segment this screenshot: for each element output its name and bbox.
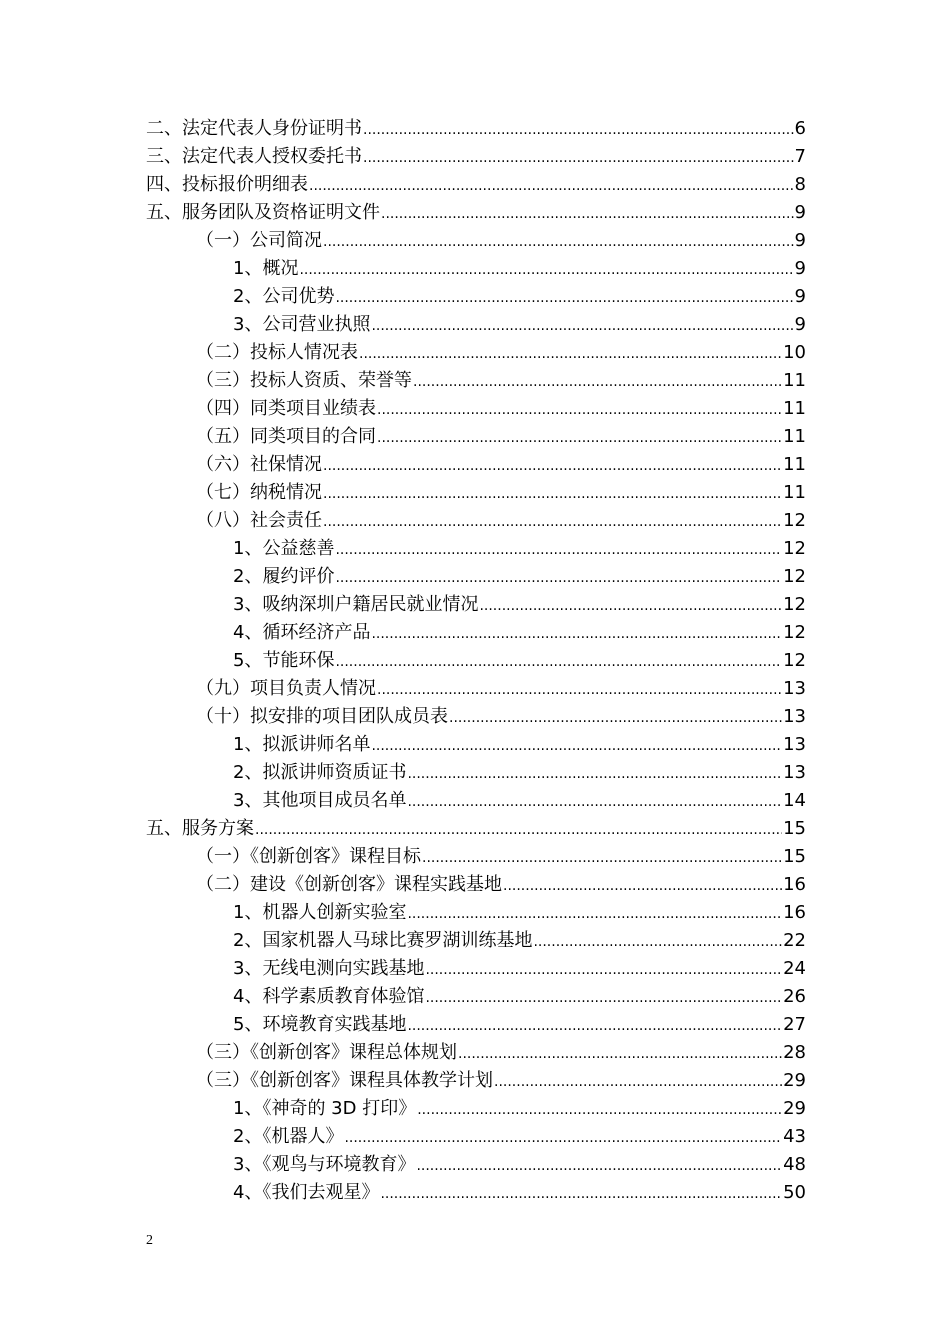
toc-dot-leader xyxy=(407,760,782,788)
toc-entry-title: 3、其他项目成员名单 xyxy=(233,790,407,811)
toc-dot-leader xyxy=(323,508,782,536)
toc-entry[interactable] xyxy=(233,1123,806,1151)
toc-dot-leader xyxy=(371,312,793,340)
toc-entry-page: 27 xyxy=(783,1014,806,1035)
toc-entry-page: 12 xyxy=(783,538,806,559)
toc-dot-leader xyxy=(381,200,794,228)
toc-entry-title: 五、服务团队及资格证明文件 xyxy=(146,202,380,223)
toc-entry-title: 2、国家机器人马球比赛罗湖训练基地 xyxy=(233,930,533,951)
toc-dot-leader xyxy=(380,1180,782,1208)
toc-entry-page: 9 xyxy=(794,258,806,279)
toc-entry[interactable] xyxy=(233,311,806,339)
toc-entry[interactable] xyxy=(233,899,806,927)
toc-entry[interactable] xyxy=(233,759,806,787)
toc-dot-leader xyxy=(422,844,782,872)
toc-entry-page: 11 xyxy=(783,398,806,419)
toc-entry-title: 4、《我们去观星》 xyxy=(233,1182,380,1203)
toc-entry[interactable] xyxy=(196,1067,806,1095)
toc-entry-page: 11 xyxy=(783,370,806,391)
toc-entry-page: 13 xyxy=(783,706,806,727)
toc-entry-title: 三、法定代表人授权委托书 xyxy=(146,146,362,167)
toc-entry-title: 5、节能环保 xyxy=(233,650,335,671)
toc-dot-leader xyxy=(335,564,782,592)
toc-entry[interactable] xyxy=(146,115,806,143)
toc-entry[interactable] xyxy=(196,843,806,871)
toc-entry[interactable] xyxy=(196,871,806,899)
toc-entry[interactable] xyxy=(233,283,806,311)
toc-entry-page: 22 xyxy=(783,930,806,951)
toc-entry-title: （十）拟安排的项目团队成员表 xyxy=(196,706,448,727)
toc-dot-leader xyxy=(323,480,782,508)
toc-entry-page: 12 xyxy=(783,622,806,643)
toc-entry[interactable] xyxy=(196,451,806,479)
toc-entry-title: 2、《机器人》 xyxy=(233,1126,344,1147)
toc-entry[interactable] xyxy=(233,787,806,815)
toc-dot-leader xyxy=(449,704,782,732)
toc-entry[interactable] xyxy=(196,423,806,451)
toc-entry[interactable] xyxy=(233,1151,806,1179)
toc-entry-title: （三）《创新创客》课程具体教学计划 xyxy=(196,1070,493,1091)
toc-dot-leader xyxy=(309,172,794,200)
toc-entry-page: 6 xyxy=(794,118,806,139)
toc-dot-leader xyxy=(299,256,793,284)
toc-dot-leader xyxy=(458,1040,782,1068)
toc-dot-leader xyxy=(533,928,782,956)
toc-dot-leader xyxy=(363,144,794,172)
toc-entry[interactable] xyxy=(196,395,806,423)
toc-entry-title: 3、公司营业执照 xyxy=(233,314,371,335)
toc-entry-title: 1、拟派讲师名单 xyxy=(233,734,371,755)
toc-entry[interactable] xyxy=(196,367,806,395)
toc-dot-leader xyxy=(407,1012,782,1040)
toc-dot-leader xyxy=(377,424,782,452)
toc-entry[interactable] xyxy=(146,171,806,199)
toc-entry[interactable] xyxy=(233,927,806,955)
toc-entry-page: 8 xyxy=(794,174,806,195)
toc-entry-title: 1、公益慈善 xyxy=(233,538,335,559)
toc-entry-page: 50 xyxy=(783,1182,806,1203)
toc-entry-page: 13 xyxy=(783,678,806,699)
toc-entry-title: （二）建设《创新创客》课程实践基地 xyxy=(196,874,502,895)
toc-entry-page: 11 xyxy=(783,454,806,475)
toc-entry-title: 2、拟派讲师资质证书 xyxy=(233,762,407,783)
page-number: 2 xyxy=(146,1233,153,1248)
toc-entry[interactable] xyxy=(146,815,806,843)
toc-dot-leader xyxy=(359,340,782,368)
toc-entry-page: 15 xyxy=(783,846,806,867)
toc-entry[interactable] xyxy=(146,199,806,227)
toc-entry[interactable] xyxy=(233,983,806,1011)
toc-dot-leader xyxy=(335,648,782,676)
toc-entry-page: 16 xyxy=(783,902,806,923)
toc-entry-page: 13 xyxy=(783,734,806,755)
toc-dot-leader xyxy=(323,228,794,256)
toc-entry-page: 29 xyxy=(783,1098,806,1119)
toc-entry-page: 24 xyxy=(783,958,806,979)
toc-entry-title: 3、无线电测向实践基地 xyxy=(233,958,425,979)
toc-entry-page: 10 xyxy=(783,342,806,363)
toc-entry-title: （五）同类项目的合同 xyxy=(196,426,376,447)
toc-entry-page: 15 xyxy=(783,818,806,839)
toc-entry-title: （七）纳税情况 xyxy=(196,482,322,503)
toc-entry-page: 13 xyxy=(783,762,806,783)
toc-entry-page: 28 xyxy=(783,1042,806,1063)
toc-entry[interactable] xyxy=(233,1179,806,1207)
toc-dot-leader xyxy=(503,872,782,900)
toc-entry-title: 二、法定代表人身份证明书 xyxy=(146,118,362,139)
toc-entry-title: （三）《创新创客》课程总体规划 xyxy=(196,1042,457,1063)
toc-entry[interactable] xyxy=(233,255,806,283)
toc-entry[interactable] xyxy=(146,143,806,171)
toc-dot-leader xyxy=(371,620,782,648)
toc-entry-title: 4、科学素质教育体验馆 xyxy=(233,986,425,1007)
toc-entry-page: 29 xyxy=(783,1070,806,1091)
toc-entry-page: 9 xyxy=(794,286,806,307)
toc-entry-title: （六）社保情况 xyxy=(196,454,322,475)
toc-entry-page: 11 xyxy=(783,482,806,503)
toc-dot-leader xyxy=(494,1068,782,1096)
toc-entry[interactable] xyxy=(196,507,806,535)
toc-entry-page: 14 xyxy=(783,790,806,811)
toc-entry-title: 2、履约评价 xyxy=(233,566,335,587)
toc-entry[interactable] xyxy=(233,647,806,675)
toc-entry[interactable] xyxy=(233,1095,806,1123)
toc-entry[interactable] xyxy=(196,1039,806,1067)
toc-entry[interactable] xyxy=(233,731,806,759)
toc-entry-title: （八）社会责任 xyxy=(196,510,322,531)
toc-entry-page: 12 xyxy=(783,566,806,587)
toc-entry-page: 9 xyxy=(794,230,806,251)
toc-dot-leader xyxy=(479,592,782,620)
toc-dot-leader xyxy=(323,452,782,480)
toc-entry-title: 1、概况 xyxy=(233,258,299,279)
toc-entry[interactable] xyxy=(196,675,806,703)
toc-entry-page: 12 xyxy=(783,510,806,531)
toc-entry[interactable] xyxy=(196,479,806,507)
toc-dot-leader xyxy=(255,816,782,844)
toc-entry[interactable] xyxy=(233,955,806,983)
toc-entry-page: 12 xyxy=(783,650,806,671)
toc-entry[interactable] xyxy=(196,339,806,367)
toc-dot-leader xyxy=(425,956,782,984)
toc-dot-leader xyxy=(416,1152,782,1180)
toc-entry[interactable] xyxy=(196,227,806,255)
toc-entry-title: （一）公司简况 xyxy=(196,230,322,251)
toc-dot-leader xyxy=(335,284,793,312)
toc-entry[interactable] xyxy=(233,535,806,563)
toc-entry[interactable] xyxy=(233,619,806,647)
toc-entry-page: 9 xyxy=(794,202,806,223)
toc-entry-title: 3、吸纳深圳户籍居民就业情况 xyxy=(233,594,479,615)
toc-dot-leader xyxy=(344,1124,782,1152)
toc-entry-title: （二）投标人情况表 xyxy=(196,342,358,363)
toc-entry-title: 五、服务方案 xyxy=(146,818,254,839)
toc-dot-leader xyxy=(363,116,794,144)
toc-entry-title: 2、公司优势 xyxy=(233,286,335,307)
toc-entry-title: 5、环境教育实践基地 xyxy=(233,1014,407,1035)
toc-dot-leader xyxy=(407,788,782,816)
toc-dot-leader xyxy=(413,368,782,396)
toc-entry-title: （四）同类项目业绩表 xyxy=(196,398,376,419)
toc-entry-title: （三）投标人资质、荣誉等 xyxy=(196,370,412,391)
toc-entry-page: 11 xyxy=(783,426,806,447)
toc-dot-leader xyxy=(407,900,782,928)
toc-entry-title: 四、投标报价明细表 xyxy=(146,174,308,195)
toc-entry-title: （九）项目负责人情况 xyxy=(196,678,376,699)
toc-entry-page: 26 xyxy=(783,986,806,1007)
toc-dot-leader xyxy=(377,396,782,424)
toc-entry-title: 1、机器人创新实验室 xyxy=(233,902,407,923)
toc-entry[interactable] xyxy=(233,1011,806,1039)
toc-entry-title: 1、《神奇的 3D 打印》 xyxy=(233,1098,417,1119)
toc-dot-leader xyxy=(425,984,782,1012)
toc-entry-page: 16 xyxy=(783,874,806,895)
toc-entry-page: 48 xyxy=(783,1154,806,1175)
toc-dot-leader xyxy=(377,676,782,704)
toc-entry-page: 7 xyxy=(794,146,806,167)
toc-dot-leader xyxy=(417,1096,782,1124)
toc-entry-title: 4、循环经济产品 xyxy=(233,622,371,643)
toc-entry[interactable] xyxy=(233,563,806,591)
toc-dot-leader xyxy=(371,732,782,760)
table-of-contents xyxy=(0,115,950,1207)
toc-entry-title: 3、《观鸟与环境教育》 xyxy=(233,1154,416,1175)
toc-dot-leader xyxy=(335,536,782,564)
toc-entry-page: 12 xyxy=(783,594,806,615)
toc-entry-page: 9 xyxy=(794,314,806,335)
toc-entry-title: （一）《创新创客》课程目标 xyxy=(196,846,421,867)
toc-entry[interactable] xyxy=(196,703,806,731)
toc-entry-page: 43 xyxy=(783,1126,806,1147)
toc-entry[interactable] xyxy=(233,591,806,619)
